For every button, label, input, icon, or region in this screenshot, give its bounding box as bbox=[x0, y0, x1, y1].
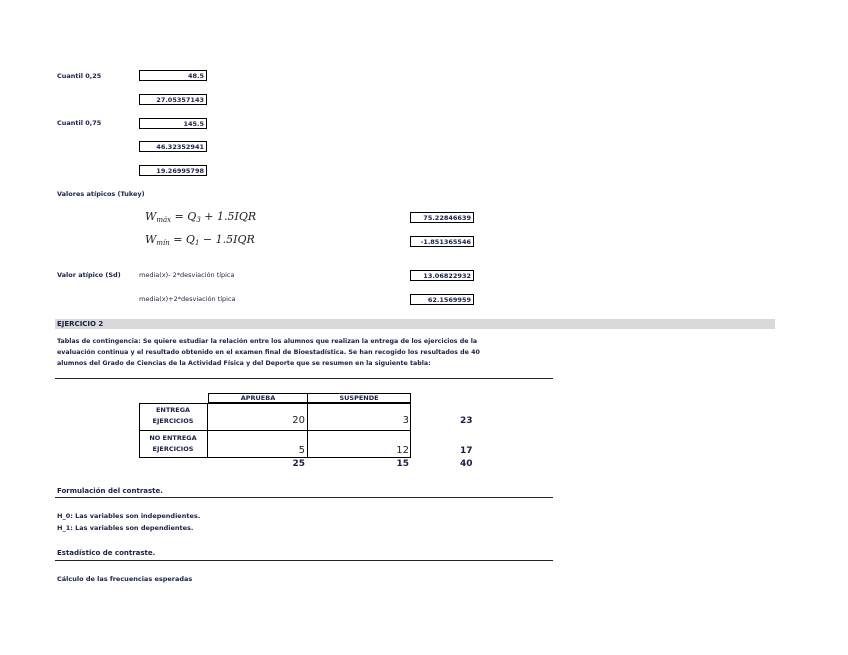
divider-1 bbox=[55, 378, 553, 379]
q25-extra-cell[interactable]: 27.05357143 bbox=[139, 94, 207, 105]
grand-total: 40 bbox=[460, 459, 473, 469]
estadistico-title: Estadístico de contraste. bbox=[57, 549, 156, 557]
row2-total: 17 bbox=[460, 446, 473, 456]
row1-label-a: ENTREGA bbox=[155, 406, 191, 414]
sd-row2-value-cell[interactable]: 62.1569959 bbox=[410, 294, 474, 305]
wmax-value-cell[interactable]: 75.22846639 bbox=[410, 212, 474, 223]
ejercicio2-header: EJERCICIO 2 bbox=[55, 319, 775, 329]
q25-label: Cuantil 0,25 bbox=[57, 72, 102, 80]
tukey-label: Valores atípicos (Tukey) bbox=[57, 190, 145, 198]
wmin-value-cell[interactable]: -1.851365546 bbox=[410, 236, 474, 247]
divider-3 bbox=[55, 560, 553, 561]
formulacion-title: Formulación del contraste. bbox=[57, 487, 163, 495]
q25-value-cell[interactable]: 48.5 bbox=[139, 70, 207, 81]
sd-row1-value-cell[interactable]: 13.06822932 bbox=[410, 270, 474, 281]
cell-r1c2[interactable]: 3 bbox=[402, 415, 409, 426]
divider-2 bbox=[55, 497, 553, 498]
row1-total: 23 bbox=[460, 416, 473, 426]
sd-row1-text: media(x)- 2*desviación típica bbox=[139, 271, 235, 279]
q75-extra1-cell[interactable]: 46.32352941 bbox=[139, 141, 207, 152]
col1-total: 25 bbox=[292, 459, 305, 469]
col2-total: 15 bbox=[396, 459, 409, 469]
ejercicio2-line1: Tablas de contingencia: Se quiere estudiar la relación entre los alumnos que realizan la entrega de los ejercicios de la bbox=[57, 338, 478, 345]
q75-label: Cuantil 0,75 bbox=[57, 119, 102, 127]
cell-r1c1[interactable]: 20 bbox=[292, 415, 305, 426]
ejercicio2-line3: alumnos del Grado de Ciencias de la Actividad Física y del Deporte que se resumen en la siguiente tabla: bbox=[57, 360, 431, 367]
row2-label-a: NO ENTREGA bbox=[149, 434, 197, 442]
wmin-formula: $W_{mín} = Q_1 - 1.5IQR$ bbox=[145, 233, 255, 247]
wmax-formula: $W_{máx} = Q_3 + 1.5IQR$ bbox=[145, 210, 257, 224]
col-header-aprueba: APRUEBA bbox=[208, 393, 308, 403]
calculo-title: Cálculo de las frecuencias esperadas bbox=[57, 575, 193, 583]
cell-r2c2[interactable]: 12 bbox=[396, 445, 409, 456]
cell-r2c1[interactable]: 5 bbox=[298, 445, 305, 456]
q75-value-cell[interactable]: 145.5 bbox=[139, 118, 207, 129]
hypothesis-h0: H_0: Las variables son independientes. bbox=[57, 512, 201, 520]
row1-label-b: EJERCICIOS bbox=[152, 417, 194, 425]
row-divider bbox=[139, 430, 411, 431]
sd-row2-text: media(x)+2*desviación típica bbox=[139, 295, 236, 303]
hypothesis-h1: H_1: Las variables son dependientes. bbox=[57, 524, 194, 532]
row2-label-b: EJERCICIOS bbox=[152, 445, 194, 453]
ejercicio2-line2: evaluación continua y el resultado obtenido en el examen final de Bioestadística. Se han recogido los resultados de 40 bbox=[57, 349, 480, 356]
q75-extra2-cell[interactable]: 19.26995798 bbox=[139, 165, 207, 176]
col-header-suspende: SUSPENDE bbox=[307, 393, 411, 403]
sd-label: Valor atípico (Sd) bbox=[57, 271, 121, 279]
